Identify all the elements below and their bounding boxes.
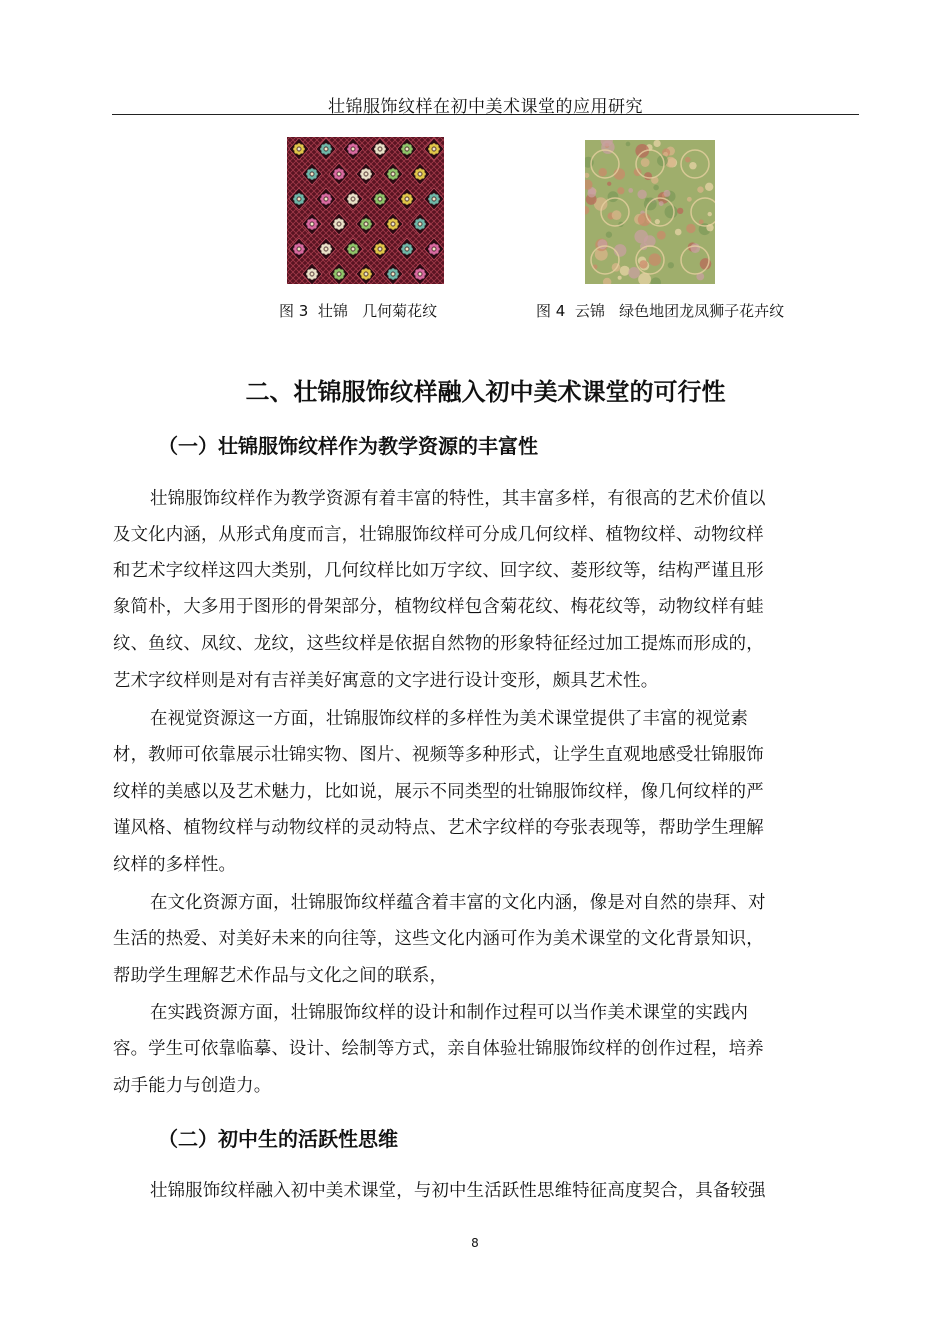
body-line: 纹样的美感以及艺术魅力，比如说，展示不同类型的壮锦服饰纹样，像几何纹样的严 <box>113 782 764 802</box>
figure-3-caption: 图 3 壮锦 几何菊花纹 <box>279 302 438 320</box>
figure-zhuang-brocade-image <box>287 137 444 284</box>
subsection-heading-1: （一）壮锦服饰纹样作为教学资源的丰富性 <box>158 434 538 458</box>
body-line: 艺术字纹样则是对有吉祥美好寓意的文字进行设计变形，颇具艺术性。 <box>113 671 659 691</box>
body-line: 材，教师可依靠展示壮锦实物、图片、视频等多种形式，让学生直观地感受壮锦服饰 <box>113 745 764 765</box>
figure-4-caption: 图 4 云锦 绿色地团龙凤狮子花卉纹 <box>536 302 785 320</box>
body-line: 在文化资源方面，壮锦服饰纹样蕴含着丰富的文化内涵，像是对自然的崇拜、对 <box>150 893 766 913</box>
body-line: 容。学生可依靠临摹、设计、绘制等方式，亲自体验壮锦服饰纹样的创作过程，培养 <box>113 1039 764 1059</box>
body-line: 在实践资源方面，壮锦服饰纹样的设计和制作过程可以当作美术课堂的实践内 <box>150 1003 749 1023</box>
body-line: 和艺术字纹样这四大类别，几何纹样比如万字纹、回字纹、菱形纹等，结构严谨且形 <box>113 561 764 581</box>
body-line: 象简朴，大多用于图形的骨架部分，植物纹样包含菊花纹、梅花纹等，动物纹样有蛙 <box>113 597 764 617</box>
header-rule <box>112 114 859 115</box>
body-line: 纹、鱼纹、凤纹、龙纹，这些纹样是依据自然物的形象特征经过加工提炼而形成的， <box>113 634 764 654</box>
body-line: 及文化内涵，从形式角度而言，壮锦服饰纹样可分成几何纹样、植物纹样、动物纹样 <box>113 525 764 545</box>
running-header: 壮锦服饰纹样在初中美术课堂的应用研究 <box>328 97 643 117</box>
section-heading: 二、壮锦服饰纹样融入初中美术课堂的可行性 <box>245 378 726 406</box>
body-line: 壮锦服饰纹样融入初中美术课堂，与初中生活跃性思维特征高度契合，具备较强 <box>150 1181 766 1201</box>
body-line: 动手能力与创造力。 <box>113 1076 272 1096</box>
body-line: 在视觉资源这一方面，壮锦服饰纹样的多样性为美术课堂提供了丰富的视觉素 <box>150 709 749 729</box>
body-line: 壮锦服饰纹样作为教学资源有着丰富的特性，其丰富多样，有很高的艺术价值以 <box>150 489 766 509</box>
subsection-heading-2: （二）初中生的活跃性思维 <box>158 1127 398 1151</box>
body-line: 纹样的多样性。 <box>113 855 237 875</box>
body-line: 谨风格、植物纹样与动物纹样的灵动特点、艺术字纹样的夸张表现等，帮助学生理解 <box>113 818 764 838</box>
figure-yun-brocade-image <box>585 140 715 284</box>
body-line: 帮助学生理解艺术作品与文化之间的联系， <box>113 966 448 986</box>
page-number: 8 <box>471 1236 479 1250</box>
body-line: 生活的热爱、对美好未来的向往等，这些文化内涵可作为美术课堂的文化背景知识， <box>113 929 764 949</box>
